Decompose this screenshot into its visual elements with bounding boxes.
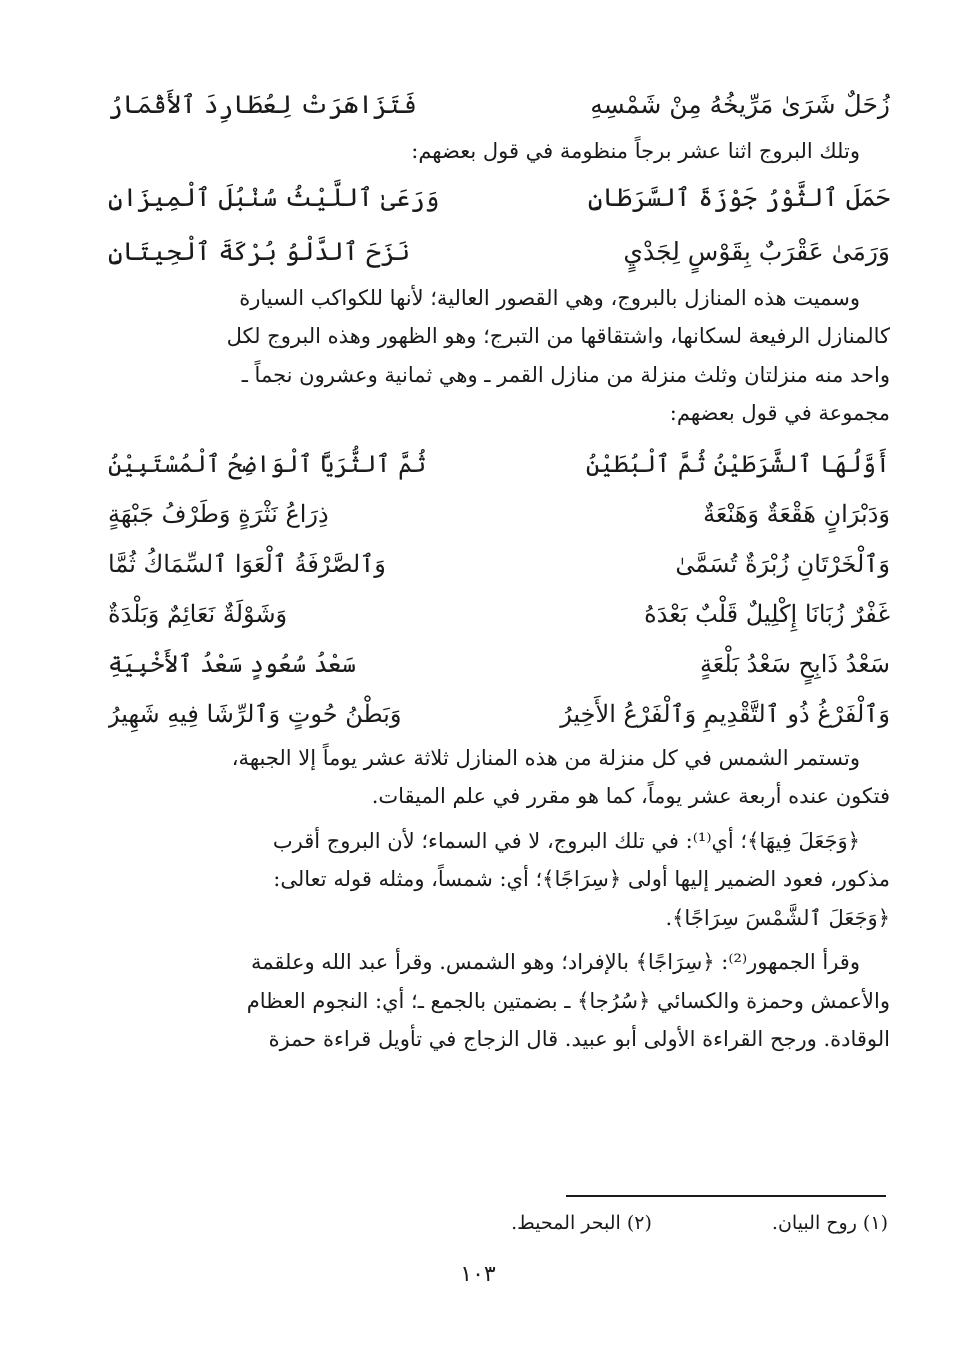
text-line: ﴿وَجَعَلَ ٱلشَّمْسَ سِرَاجًا﴾. — [665, 905, 890, 930]
verse-line — [108, 171, 890, 225]
verse-hemistich-left: ذِرَاعُ نَثْرَةٍ وَطَرْفُ جَبْهَةٍ — [108, 499, 329, 528]
poem-manazil — [108, 439, 890, 739]
verse-hemistich-right: زُحَلٌ شَرَىٰ مَرِّيخُهُ مِنْ شَمْسِهِ — [590, 90, 890, 119]
verse-hemistich-right: وَٱلْفَرْغُ ذُو ٱلتَّقْدِيمِ وَٱلْفَرْعُ الأَخِيرُ — [560, 699, 890, 728]
page-number: ١٠٣ — [460, 1262, 496, 1287]
paragraph-burooj — [108, 279, 890, 433]
verse-hemistich-right: سَعْدُ ذَابِحٍ سَعْدُ بَلْعَةٍ — [699, 649, 890, 678]
text-line: مذكور، فعود الضمير إليها أولى ﴿سِرَاجًا﴾؛ أي: شمساً، ومثله قوله تعالى: — [273, 867, 890, 891]
verse-hemistich-left: وَبَطْنُ حُوتٍ وَٱلرِّشَا فِيهِ شَهِيرُ — [108, 699, 402, 728]
footnotes — [268, 1208, 888, 1238]
text-line: والأعمش وحمزة والكسائي ﴿سُرُجا﴾ ـ بضمتين بالجمع ـ؛ أي: النجوم العظام — [246, 988, 890, 1013]
text-line: وسميت هذه المنازل بالبروج، وهي القصور العالية؛ لأنها للكواكب السيارة — [239, 285, 860, 310]
verse-hemistich-left: وَٱلصَّرْفَةُ ٱلْعَوَا ٱلسِّمَاكُ ثُمَّا — [108, 549, 386, 578]
page-body — [108, 78, 890, 1059]
verse-line — [108, 689, 890, 739]
text-line: وقرأ الجمهور⁽²⁾: ﴿سِرَاجًا﴾ بالإفراد؛ وهو الشمس. وقرأ عبد الله وعلقمة — [250, 950, 860, 974]
text-line: مجموعة في قول بعضهم: — [669, 401, 890, 425]
verse-hemistich-left: وَرَعَىٰ ٱللَّيْثُ سُنْبُلَ ٱلْمِيزَانِ — [108, 182, 440, 212]
footnote-1: (١) روح البيان. — [771, 1212, 888, 1234]
verse-line — [108, 439, 890, 489]
verse-hemistich-right: وَرَمَىٰ عَقْرَبٌ بِقَوْسٍ لِجَدْيٍ — [623, 236, 890, 266]
intro-paragraph — [108, 132, 890, 171]
paragraph-tafsir-1 — [108, 822, 890, 938]
text-line: واحد منه منزلتان وثلث منزلة من منازل القمر ـ وهي ثمانية وعشرون نجماً ـ — [241, 362, 890, 387]
paragraph-qiraat — [108, 943, 890, 1059]
verse-line — [108, 225, 890, 279]
text-line: وتلك البروج اثنا عشر برجاً منظومة في قول بعضهم: — [411, 139, 860, 163]
verse-line — [108, 489, 890, 539]
verse-hemistich-right: وَٱلْخَرْتَانِ زُبْرَةٌ تُسَمَّىٰ — [675, 549, 890, 578]
verse-hemistich-right: غَفْرٌ زُبَانَا إِكْلِيلٌ قَلْبٌ بَعْدَهُ — [644, 599, 890, 628]
text-line: الوقادة. ورجح القراءة الأولى أبو عبيد. قال الزجاج في تأويل قراءة حمزة — [268, 1027, 890, 1051]
verse-hemistich-right: أَوَّلُهَا ٱلشَّرَطَيْنُ ثُمَّ ٱلْبُطَيْنُ — [585, 449, 890, 478]
verse-hemistich-right: حَمَلَ ٱلثَّوْرُ جَوْزَةَ ٱلسَّرَطَانِ — [587, 182, 890, 212]
footnote-separator — [566, 1195, 886, 1197]
verse-line — [108, 589, 890, 639]
verse-hemistich-right: وَدَبْرَانٍ هَقْعَةٌ وَهَنْعَةٌ — [703, 499, 890, 528]
text-line: وتستمر الشمس في كل منزلة من هذه المنازل ثلاثة عشر يوماً إلا الجبهة، — [231, 745, 860, 770]
verse-hemistich-left: فَتَزَاهَرَتْ لِعُطَارِدَ ٱلأَقْمَارُ — [108, 90, 417, 119]
verse-line — [108, 639, 890, 689]
text-line: ﴿وَجَعَلَ فِيهَا﴾؛ أي⁽¹⁾: في تلك البروج، لا في السماء؛ لأن البروج أقرب — [272, 828, 860, 853]
text-line: كالمنازل الرفيعة لسكانها، واشتقاقها من التبرج؛ وهو الظهور وهذه البروج لكل — [226, 324, 890, 348]
verse-line — [108, 78, 890, 132]
verse-line — [108, 539, 890, 589]
verse-hemistich-left: سَعْدُ سُعُودٍ سَعْدُ ٱلأَخْبِيَةِ — [108, 649, 356, 678]
footnote-2: (٢) البحر المحيط. — [511, 1212, 652, 1234]
text-line: فتكون عنده أربعة عشر يوماً، كما هو مقرر في علم الميقات. — [371, 784, 890, 808]
verse-hemistich-left: وَشَوْلَةٌ نَعَائِمٌ وَبَلْدَةٌ — [108, 599, 288, 628]
verse-hemistich-left: نَزَحَ ٱلدَّلْوُ بُرْكَةَ ٱلْحِيتَانِ — [108, 236, 411, 266]
paragraph-sun-duration — [108, 739, 890, 816]
verse-hemistich-left: ثُمَّ ٱلثُّرَيَّا ٱلْوَاضِحُ ٱلْمُسْتَبِيْنُ — [108, 449, 427, 478]
